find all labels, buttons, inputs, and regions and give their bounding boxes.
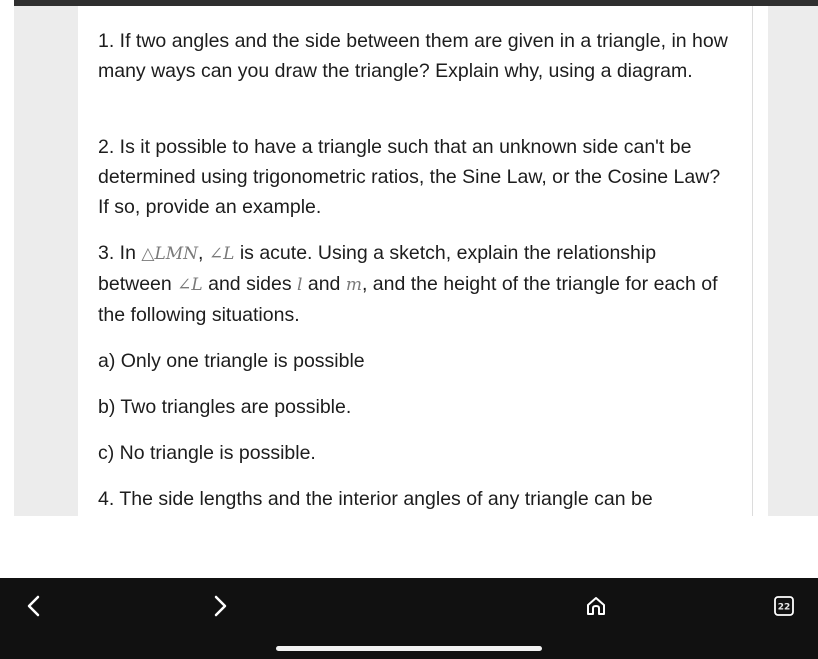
q3-text: and <box>302 273 346 295</box>
right-page-margin <box>768 6 818 516</box>
question-4: 4. The side lengths and the interior angles of any triangle can be <box>98 488 653 510</box>
question-3c: c) No triangle is possible. <box>98 442 316 464</box>
home-indicator[interactable] <box>276 646 542 651</box>
q3-text: , and the height of the triangle for each of the following situations. <box>98 273 718 326</box>
angle-l-math: ∠L <box>177 275 203 295</box>
left-page-margin <box>14 6 78 516</box>
q3-text: 3. In <box>98 242 142 264</box>
chevron-right-icon <box>210 594 230 618</box>
angle-l-math: ∠L <box>208 244 235 264</box>
triangle-lmn-math: △LMN <box>141 244 199 264</box>
q3-text: is acute. Using a sketch, explain the relationship between <box>98 242 657 295</box>
tab-count: 22 <box>777 602 791 613</box>
tabs-button[interactable] <box>764 590 804 622</box>
question-3a: a) Only one triangle is possible <box>98 350 365 372</box>
page-content <box>78 6 752 516</box>
q3-text: and sides <box>202 273 298 295</box>
tabs-icon <box>773 595 795 617</box>
home-button[interactable] <box>576 590 616 622</box>
back-button[interactable] <box>14 590 54 622</box>
q3-text: , <box>198 242 209 264</box>
content-border <box>752 6 753 516</box>
question-3b: b) Two triangles are possible. <box>98 396 352 418</box>
question-2: 2. Is it possible to have a triangle such that an unknown side can't be determined using trigonometric ratios, the Sine Law, or the Cosine Law? If so, provide an example. <box>98 136 721 218</box>
side-l-math: l <box>297 275 303 295</box>
home-icon <box>585 595 607 617</box>
forward-button[interactable] <box>200 590 240 622</box>
chevron-left-icon <box>24 594 44 618</box>
question-1: 1. If two angles and the side between them are given in a triangle, in how many ways can you draw the triangle? Explain why, using a diagram. <box>98 30 728 82</box>
question-3 <box>98 238 728 330</box>
side-m-math: m <box>345 275 362 295</box>
